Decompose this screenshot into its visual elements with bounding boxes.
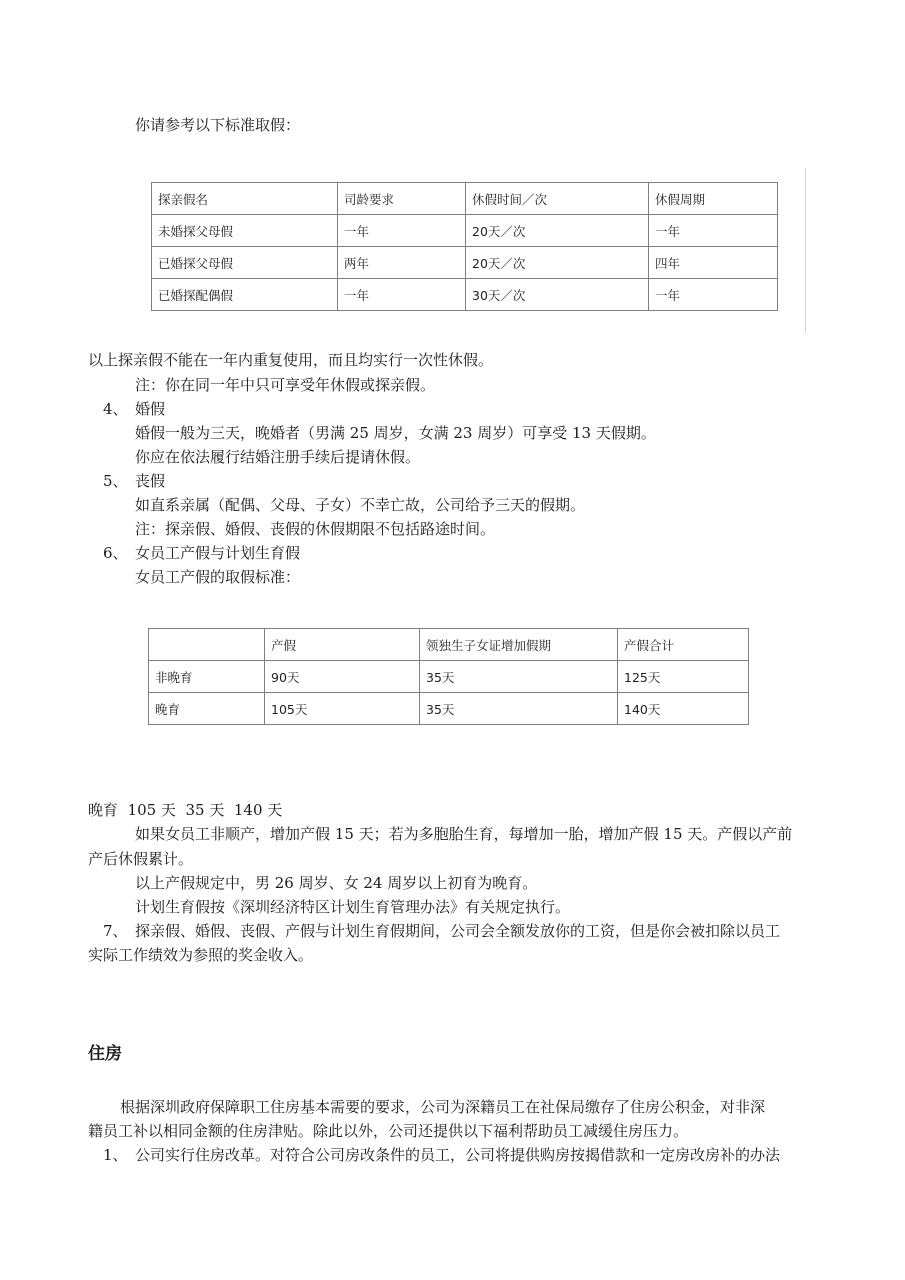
section-heading-housing: 住房 (88, 1044, 122, 1064)
paragraph-line: 实际工作绩效为参照的奖金收入。 (88, 946, 314, 964)
table-header-cell: 司龄要求 (338, 183, 466, 215)
paragraph-line: 产后休假累计。 (88, 850, 194, 868)
paragraph-line: 女员工产假的取假标准： (135, 568, 301, 586)
paragraph-line: 如直系亲属（配偶、父母、子女）不幸亡故，公司给予三天的假期。 (135, 496, 586, 514)
item-number: 4、 (103, 400, 128, 418)
paragraph-line: 你应在依法履行结婚注册手续后提请休假。 (135, 448, 421, 466)
annual-leave-note: 注：你在同一年中只可享受年休假或探亲假。 (135, 376, 436, 394)
table-cell: 20天／次 (466, 247, 649, 279)
table-cell: 一年 (338, 215, 466, 247)
table-header-cell: 领独生子女证增加假期 (420, 629, 618, 661)
table-header-cell: 休假时间／次 (466, 183, 649, 215)
table-cell: 30天／次 (466, 279, 649, 311)
table-cell: 四年 (649, 247, 778, 279)
table-cell: 两年 (338, 247, 466, 279)
paragraph-line: 婚假一般为三天，晚婚者（男满 25 周岁，女满 23 周岁）可享受 13 天假期。 (135, 424, 656, 442)
paragraph-line: 注：探亲假、婚假、丧假的休假期限不包括路途时间。 (135, 520, 496, 538)
table-cell: 一年 (338, 279, 466, 311)
item-number: 6、 (103, 544, 128, 562)
table-cell: 一年 (649, 215, 778, 247)
item-title: 丧假 (135, 472, 166, 490)
table-header-cell: 探亲假名 (152, 183, 338, 215)
item-title: 女员工产假与计划生育假 (135, 544, 301, 562)
table-cell: 105天 (265, 693, 420, 725)
table-cell: 已婚探配偶假 (152, 279, 338, 311)
paragraph-line: 如果女员工非顺产，增加产假 15 天；若为多胞胎生育，每增加一胎，增加产假 15 天。产假以产前 (135, 825, 793, 843)
table-header-cell: 产假 (265, 629, 420, 661)
table-row (152, 247, 778, 279)
table-row (152, 215, 778, 247)
paragraph-line: 根据深圳政府保障职工住房基本需要的要求，公司为深籍员工在社保局缴存了住房公积金，对非深 (120, 1098, 766, 1116)
paragraph-line: 计划生育假按《深圳经济特区计划生育管理办法》有关规定执行。 (135, 898, 571, 916)
table-header-cell: 产假合计 (618, 629, 749, 661)
table-cell: 20天／次 (466, 215, 649, 247)
scan-edge-rule (805, 168, 806, 333)
paragraph-line: 探亲假、婚假、丧假、产假与计划生育假期间，公司会全额发放你的工资，但是你会被扣除以员工 (135, 922, 781, 940)
table-cell: 非晚育 (149, 661, 265, 693)
item-number: 7、 (103, 922, 128, 940)
table-cell: 35天 (420, 661, 618, 693)
table-cell: 125天 (618, 661, 749, 693)
table-cell: 未婚探父母假 (152, 215, 338, 247)
table-cell: 已婚探父母假 (152, 247, 338, 279)
table-header-row (152, 183, 778, 215)
family-leave-note: 以上探亲假不能在一年内重复使用，而且均实行一次性休假。 (88, 351, 494, 369)
family-leave-table (151, 182, 778, 311)
table-header-cell: 休假周期 (649, 183, 778, 215)
intro-line: 你请参考以下标准取假： (135, 116, 301, 134)
paragraph-line: 公司实行住房改革。对符合公司房改条件的员工，公司将提供购房按揭借款和一定房改房补的办法 (135, 1146, 781, 1164)
table-cell: 晚育 (149, 693, 265, 725)
late-birth-summary: 晚育 105 天 35 天 140 天 (88, 801, 283, 819)
item-number: 5、 (103, 472, 128, 490)
paragraph-line: 籍员工补以相同金额的住房津贴。除此以外，公司还提供以下福利帮助员工减缓住房压力。 (88, 1122, 689, 1140)
table-row (152, 279, 778, 311)
table-cell: 140天 (618, 693, 749, 725)
item-title: 婚假 (135, 400, 166, 418)
table-header-cell (149, 629, 265, 661)
table-row (149, 661, 749, 693)
table-cell: 一年 (649, 279, 778, 311)
maternity-leave-table (148, 628, 749, 725)
table-cell: 35天 (420, 693, 618, 725)
item-number: 1、 (103, 1146, 128, 1164)
table-cell: 90天 (265, 661, 420, 693)
table-header-row (149, 629, 749, 661)
paragraph-line: 以上产假规定中，男 26 周岁、女 24 周岁以上初育为晚育。 (135, 874, 538, 892)
table-row (149, 693, 749, 725)
